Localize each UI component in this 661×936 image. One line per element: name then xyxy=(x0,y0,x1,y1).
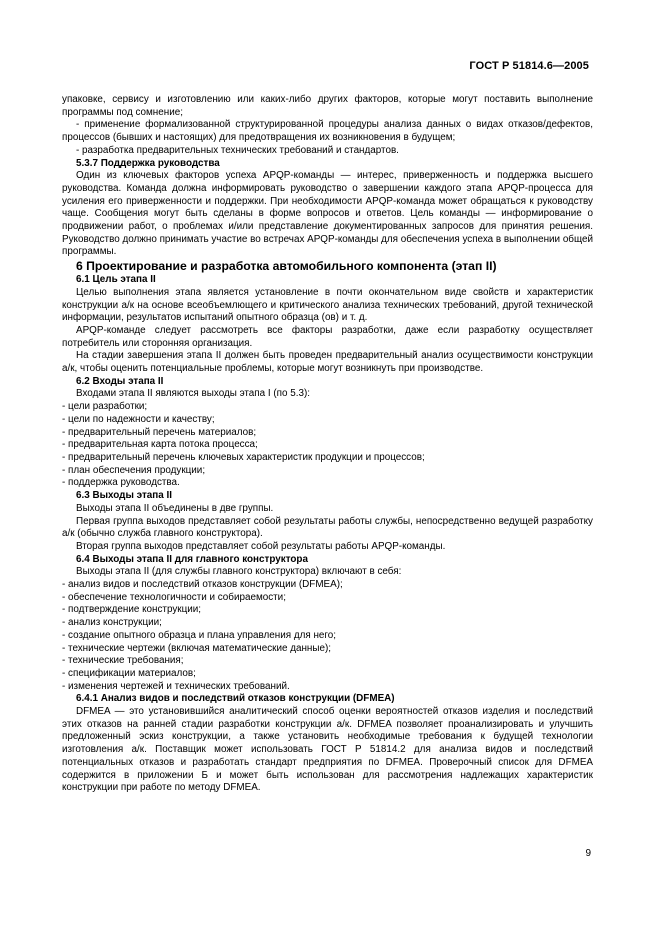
list-item: - анализ конструкции; xyxy=(62,617,162,629)
paragraph: DFMEA — это установившийся аналитический способ оценки вероятностей отказов изделия и последствий этих отказов на ранней стадии разработки конструкции а/к. DFMEA позволяет проанализировать и улучшить предложенный эскиз конструкции, а также установить необходимые требования к будущей технологии изготовления а/к. Поставщик может использовать ГОСТ Р 51814.2 для анализа видов и последствий потенциальных отказов и разработать стандарт предприятия по DFMEA. Проверочный список для DFMEA содержится в приложении Б и может быть использован для рассмотрения надлежащих характеристик конструкции при работе по методу DFMEA. xyxy=(62,706,593,794)
paragraph: APQP-команде следует рассмотреть все факторы разработки, даже если разработку осуществляет потребитель или сторонняя организация. xyxy=(62,324,593,349)
list-item: - предварительный перечень ключевых характеристик продукции и процессов; xyxy=(62,451,425,463)
paragraph: Входами этапа II являются выходы этапа I (по 5.3): xyxy=(76,388,310,400)
list-item: - обеспечение технологичности и собираемости; xyxy=(62,591,286,603)
paragraph: Целью выполнения этапа является установление в почти окончательном виде свойств и характеристик конструкции а/к на основе всеобъемлющего и критического анализа технических требований, другой технической информации, результатов испытаний опытного образца (ов) и т. д. xyxy=(62,286,593,324)
list-item: - цели разработки; xyxy=(62,401,148,413)
list-item: - поддержка руководства. xyxy=(62,477,180,489)
outputs-list xyxy=(62,579,593,693)
heading-6-1: 6.1 Цель этапа II xyxy=(76,274,156,286)
list-item: - технические чертежи (включая математические данные); xyxy=(62,642,331,654)
list-item: - создание опытного образца и плана управления для него; xyxy=(62,629,337,641)
list-item: - анализ видов и последствий отказов конструкции (DFMEA); xyxy=(62,579,343,591)
list-item: - технические требования; xyxy=(62,655,184,667)
paragraph: Один из ключевых факторов успеха APQP-команды — интерес, приверженность и поддержка высшего руководства. Команда должна информировать руководство о завершении каждого этапа APQP-процесса для усиления его приверженности и поддержки. При необходимости APQP-команда может обращаться к руководству чаще. Сообщения могут быть сделаны в форме вопросов и ответов. Цель команды — информирование о продвижении работ, о проблемах и/или представление документированных запросов для принятия решения. Руководство должно принимать участие во встречах APQP-команды для обеспечения успеха в выполнении общей программы. xyxy=(62,170,593,258)
paragraph-continuation: упаковке, сервису и изготовлению или каких-либо других факторов, которые могут поставить выполнение программы под сомнение; xyxy=(62,94,593,118)
list-item: - спецификации материалов; xyxy=(62,667,196,679)
heading-5-3-7: 5.3.7 Поддержка руководства xyxy=(76,157,220,169)
heading-6-2: 6.2 Входы этапа II xyxy=(76,375,164,387)
bullet-item: - применение формализованной структурированной процедуры анализа данных о видах отказов/дефектов, процессов (бывших и настоящих) для предотвращения их возникновения в будущем; xyxy=(62,119,593,144)
list-item: - предварительная карта потока процесса; xyxy=(62,439,258,451)
paragraph: Первая группа выходов представляет собой результаты работы службы, непосредственно ведущей разработку а/к (обычно служба главного конструктора). xyxy=(62,515,593,540)
heading-6-3: 6.3 Выходы этапа II xyxy=(76,490,172,502)
paragraph: На стадии завершения этапа II должен быть проведен предварительный анализ осуществимости конструкции а/к, чтобы оценить потенциальные проблемы, которые могут возникнуть при производстве. xyxy=(62,350,593,375)
list-item: - изменения чертежей и технических требований. xyxy=(62,680,290,692)
page-content xyxy=(62,94,593,795)
paragraph: Вторая группа выходов представляет собой результаты работы APQP-команды. xyxy=(76,540,446,552)
list-item: - цели по надежности и качеству; xyxy=(62,413,215,425)
bullet-item: - разработка предварительных технических требований и стандартов. xyxy=(76,144,399,156)
heading-section-6: 6 Проектирование и разработка автомобильного компонента (этап II) xyxy=(76,259,497,274)
inputs-list xyxy=(62,401,593,490)
document-header-standard-number: ГОСТ Р 51814.6—2005 xyxy=(469,60,589,72)
list-item: - предварительный перечень материалов; xyxy=(62,426,257,438)
page-number: 9 xyxy=(585,848,591,859)
paragraph: Выходы этапа II (для службы главного конструктора) включают в себя: xyxy=(76,566,402,578)
paragraph: Выходы этапа II объединены в две группы. xyxy=(76,502,274,514)
heading-6-4: 6.4 Выходы этапа II для главного конструктора xyxy=(76,553,308,565)
list-item: - план обеспечения продукции; xyxy=(62,464,206,476)
list-item: - подтверждение конструкции; xyxy=(62,604,202,616)
heading-6-4-1: 6.4.1 Анализ видов и последствий отказов конструкции (DFMEA) xyxy=(76,693,395,705)
